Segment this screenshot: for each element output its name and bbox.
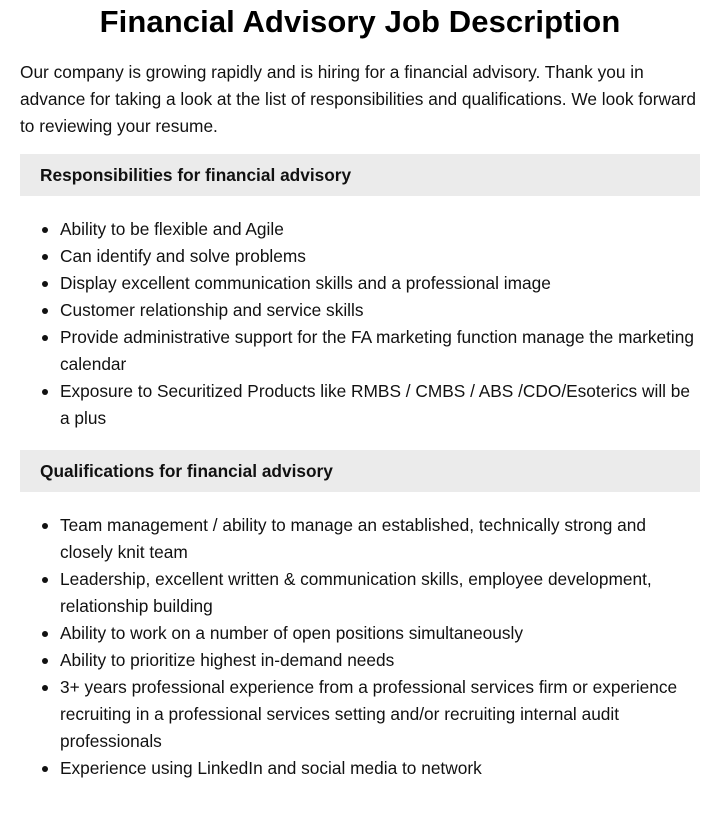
responsibility-text: Display excellent communication skills and a professional image	[60, 273, 551, 293]
bullet-icon	[42, 631, 48, 637]
responsibility-item	[20, 216, 700, 243]
responsibility-text: Exposure to Securitized Products like RMBS / CMBS / ABS /CDO/Esoterics will be a plus	[60, 381, 691, 428]
qualification-text: Experience using LinkedIn and social media to network	[60, 758, 482, 778]
bullet-icon	[42, 658, 48, 664]
responsibility-item	[20, 270, 700, 297]
qualification-text: 3+ years professional experience from a professional services firm or experience recruiting in a professional services setting and/or recruiting internal audit professionals	[60, 677, 678, 751]
qualification-text: Team management / ability to manage an established, technically strong and closely knit team	[60, 515, 646, 562]
responsibility-text: Can identify and solve problems	[60, 246, 306, 266]
bullet-icon	[42, 308, 48, 314]
qualification-text: Ability to work on a number of open positions simultaneously	[60, 623, 523, 643]
qualification-text: Ability to prioritize highest in-demand needs	[60, 650, 395, 670]
qualification-item	[20, 566, 700, 620]
qualification-item	[20, 755, 700, 782]
responsibility-item	[20, 297, 700, 324]
responsibility-item	[20, 243, 700, 270]
qualification-item	[20, 512, 700, 566]
responsibility-text: Ability to be flexible and Agile	[60, 219, 284, 239]
bullet-icon	[42, 335, 48, 341]
bullet-icon	[42, 685, 48, 691]
bullet-icon	[42, 227, 48, 233]
bullet-icon	[42, 523, 48, 529]
qualification-item	[20, 647, 700, 674]
qualification-item	[20, 620, 700, 647]
responsibility-item	[20, 378, 700, 432]
bullet-icon	[42, 389, 48, 395]
responsibility-item	[20, 324, 700, 378]
responsibility-text: Customer relationship and service skills	[60, 300, 364, 320]
responsibilities-heading: Responsibilities for financial advisory	[20, 154, 700, 196]
responsibility-text: Provide administrative support for the FA marketing function manage the marketing calendar	[60, 327, 694, 374]
page-title: Financial Advisory Job Description	[99, 4, 621, 39]
bullet-icon	[42, 766, 48, 772]
qualifications-list	[20, 512, 700, 782]
qualification-item	[20, 674, 700, 755]
responsibilities-list	[20, 216, 700, 432]
bullet-icon	[42, 281, 48, 287]
qualification-text: Leadership, excellent written & communication skills, employee development, relationship building	[60, 569, 652, 616]
bullet-icon	[42, 254, 48, 260]
intro-paragraph: Our company is growing rapidly and is hiring for a financial advisory. Thank you in advance for taking a look at the list of responsibilities and qualifications. We look forward to reviewing your resume.	[20, 62, 696, 136]
qualifications-heading: Qualifications for financial advisory	[20, 450, 700, 492]
bullet-icon	[42, 577, 48, 583]
